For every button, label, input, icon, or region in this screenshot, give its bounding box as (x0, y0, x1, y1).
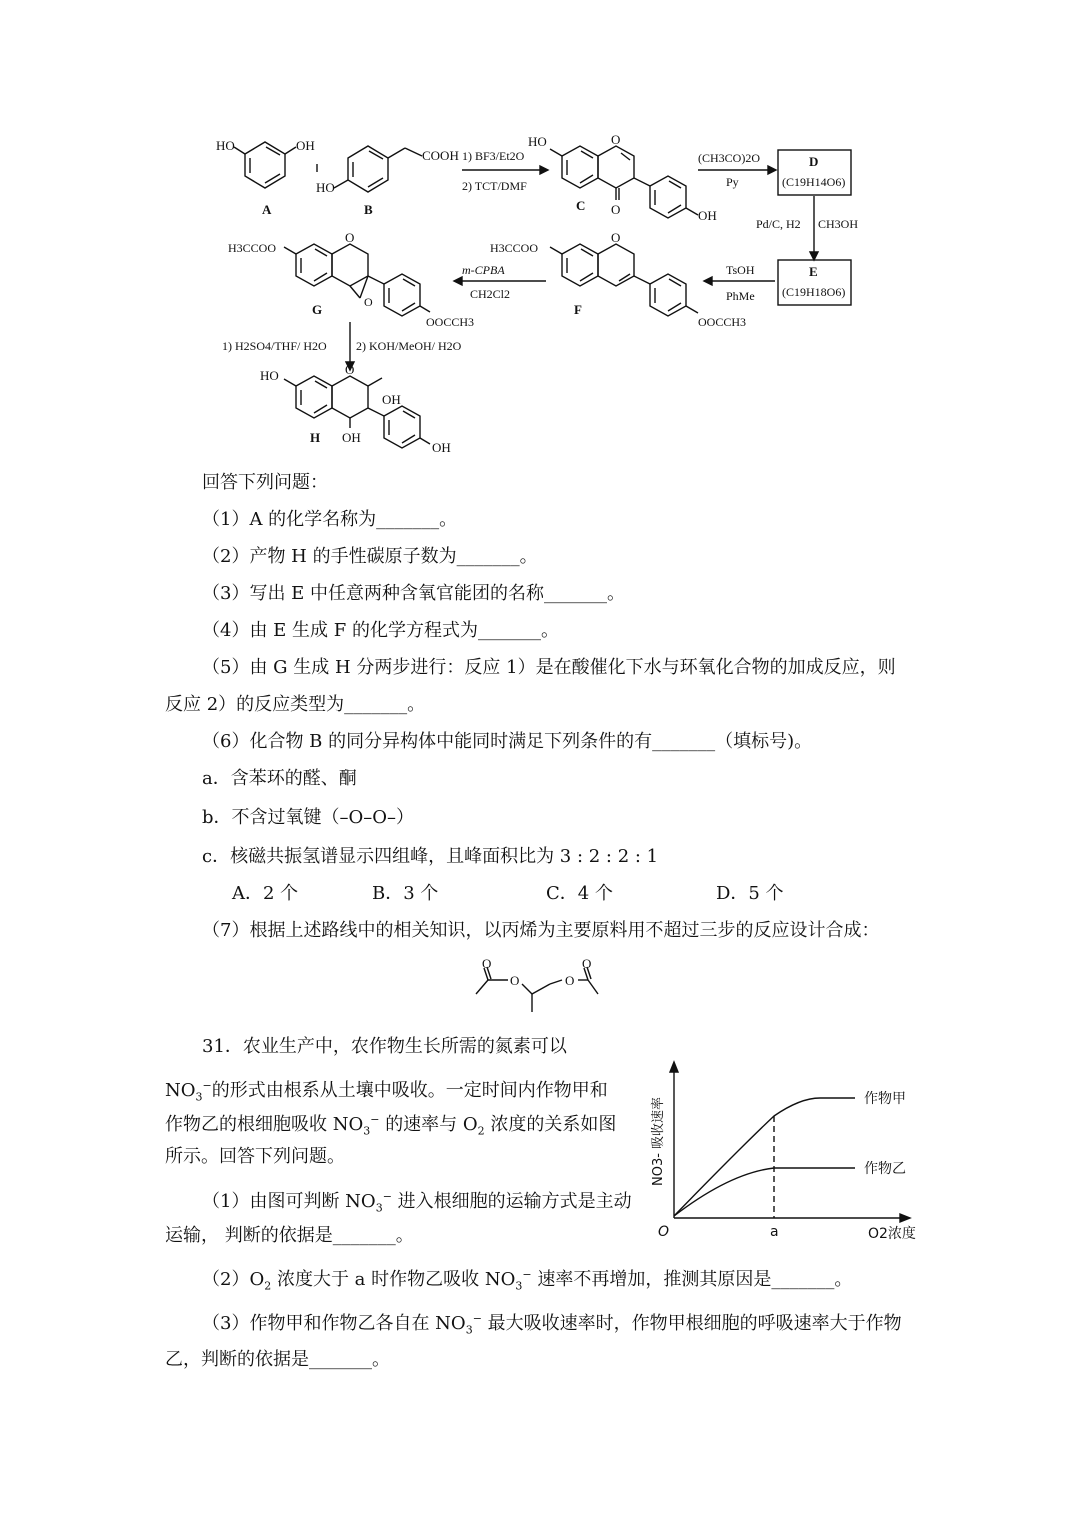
nitrate-ion: $NO_3^-$ (429, 1312, 482, 1337)
series-label-crop-jia: 作物甲 (864, 1091, 906, 1107)
condition-f-g-1: m-CPBA (462, 263, 505, 277)
label-h-ring-o: O (345, 362, 355, 377)
question-6-condition-c: c．核磁共振氢谱显示四组峰，且峰面积比为 3 : 2 : 2 : 1 (202, 846, 659, 867)
nitrate-ion: $NO_3^-$ (327, 1113, 380, 1138)
label-f-ester-2: OOCCH3 (698, 315, 747, 329)
question-3: （3）写出 E 中任意两种含氧官能团的名称_______。 (202, 583, 626, 604)
condition-g-h-2: 2) KOH/MeOH/ H2O (356, 339, 462, 353)
compound-a-ring (245, 142, 285, 188)
target-o-2: O (510, 973, 520, 988)
q31-line-3-c: 浓度的关系如图 (490, 1114, 617, 1135)
label-f-ring-o: O (611, 230, 621, 245)
target-o-1: O (482, 958, 492, 971)
q31-sub-3-line-1 (202, 1306, 902, 1344)
label-c-keto-o: O (611, 202, 621, 217)
q31-sub-1-line-1 (202, 1184, 632, 1222)
compound-h-ring-c (332, 376, 368, 418)
questions-intro: 回答下列问题： (202, 472, 328, 493)
label-c-oh: OH (698, 208, 717, 223)
q31-sub-1-b: 进入根细胞的运输方式是主动 (397, 1191, 632, 1212)
x-marker-label: a (770, 1224, 779, 1240)
q31-sub-2-c: 速率不再增加，推测其原因是_______。 (537, 1269, 853, 1290)
compound-e-formula: (C19H18O6) (782, 285, 846, 299)
question-5-line-2: 反应 2）的反应类型为_______。 (165, 694, 426, 715)
q31-line-4: 所示。回答下列问题。 (165, 1146, 345, 1167)
label-g-ring-o: O (345, 230, 355, 245)
label-g-ester: H3CCOO (228, 241, 277, 255)
condition-c-d-2: Py (726, 175, 739, 189)
question-6-condition-a: a．含苯环的醛、酮 (202, 768, 357, 789)
compound-d-formula: (C19H14O6) (782, 175, 846, 189)
compound-b-label: B (364, 202, 373, 217)
nitrate-ion: $NO_3^-$ (339, 1190, 392, 1215)
q31-line-2 (165, 1073, 608, 1111)
q31-line-2-text: 的形式由根系从土壤中吸收。一定时间内作物甲和 (211, 1080, 608, 1101)
question-6-condition-b: b．不含过氧键（–O–O–） (202, 807, 415, 828)
label-f-ester: H3CCOO (490, 241, 539, 255)
compound-a-label: A (262, 202, 272, 217)
q31-sub-3-b: 最大吸收速率时，作物甲根细胞的呼吸速率大于作物 (487, 1313, 902, 1334)
q31-line-3-a: 作物乙的根细胞吸收 (165, 1114, 327, 1135)
label-a-oh: OH (296, 138, 315, 153)
label-h-oh-1: OH (382, 392, 401, 407)
condition-c-d-1: (CH3CO)2O (698, 151, 760, 165)
condition-d-e-2: CH3OH (818, 217, 859, 231)
label-g-ester-2: OOCCH3 (426, 315, 475, 329)
oxygen: $O_2$ (249, 1269, 272, 1293)
q31-sub-1-line-2: 运输， 判断的依据是_______。 (165, 1225, 414, 1246)
label-c-ho: HO (528, 134, 547, 149)
condition-g-h-1: 1) H2SO4/THF/ H2O (222, 339, 327, 353)
nitrate-ion: $NO_3^-$ (165, 1079, 212, 1104)
label-h-oh-3: OH (432, 440, 451, 455)
condition-e-f-2: PhMe (726, 289, 755, 303)
compound-f-ring-c (598, 244, 634, 286)
x-axis-arrow (900, 1214, 910, 1222)
uptake-rate-chart (640, 1058, 930, 1248)
condition-ab-c-1: 1) BF3/Et2O (462, 149, 525, 163)
target-o-3: O (565, 973, 575, 988)
target-molecule (470, 958, 610, 1028)
origin-label: O (658, 1224, 670, 1240)
y-axis-arrow (670, 1062, 678, 1072)
y-axis-label: NO3- 吸收速率 (651, 1096, 666, 1186)
condition-d-e-1: Pd/C, H2 (756, 217, 801, 231)
compound-b-ring (348, 146, 388, 192)
compound-d-label: D (809, 154, 819, 169)
oxygen: $O_2$ (457, 1114, 485, 1138)
question-6: （6）化合物 B 的同分异构体中能同时满足下列条件的有_______（填标号)。 (202, 731, 813, 752)
compound-c-label: C (576, 198, 586, 213)
condition-f-g-2: CH2Cl2 (470, 287, 511, 301)
option-c: C．4 个 (546, 883, 613, 904)
question-4: （4）由 E 生成 F 的化学方程式为_______。 (202, 620, 559, 641)
q31-line-3 (165, 1107, 616, 1145)
q31-line-3-b: 的速率与 (385, 1114, 458, 1135)
condition-ab-c-2: 2) TCT/DMF (462, 179, 527, 193)
q31-sub-3-line-2: 乙，判断的依据是_______。 (165, 1349, 390, 1370)
condition-e-f-1: TsOH (726, 263, 755, 277)
compound-c-ring-c (598, 146, 634, 188)
label-b-cooh: COOH (422, 148, 459, 163)
q31-sub-2 (202, 1262, 852, 1300)
label-g-epoxide-o: O (364, 295, 373, 309)
synthesis-scheme (200, 128, 900, 458)
question-5-line-1: （5）由 G 生成 H 分两步进行：反应 1）是在酸催化下水与环氧化合物的加成反应，则 (202, 657, 896, 678)
nitrate-ion: $NO_3^-$ (479, 1268, 532, 1293)
label-h-oh-2: OH (342, 430, 361, 445)
compound-g-ring-c (332, 244, 368, 286)
label-h-ho: HO (260, 368, 279, 383)
q31-sub-3-a: （3）作物甲和作物乙各自在 (202, 1313, 430, 1334)
label-c-ring-o: O (611, 132, 621, 147)
label-b-ho: HO (316, 180, 335, 195)
question-7: （7）根据上述路线中的相关知识，以丙烯为主要原料用不超过三步的反应设计合成： (202, 920, 880, 941)
q31-line-1: 31．农业生产中，农作物生长所需的氮素可以 (202, 1036, 567, 1057)
option-b: B．3 个 (372, 883, 439, 904)
series-line-crop-yi (674, 1168, 855, 1216)
series-label-crop-yi: 作物乙 (864, 1161, 906, 1177)
q31-sub-2-b: 浓度大于 a 时作物乙吸收 (276, 1269, 480, 1290)
q31-sub-1-a: （1）由图可判断 (202, 1191, 340, 1212)
question-1: （1）A 的化学名称为_______。 (202, 509, 458, 530)
compound-g-label: G (312, 302, 323, 317)
compound-h-label: H (310, 430, 321, 445)
label-a-ho: HO (216, 138, 235, 153)
compound-e-label: E (809, 264, 818, 279)
option-d: D．5 个 (716, 883, 784, 904)
question-2: （2）产物 H 的手性碳原子数为_______。 (202, 546, 538, 567)
x-axis-label: O2浓度 (868, 1226, 916, 1242)
q31-sub-2-a: （2） (202, 1269, 250, 1290)
option-a: A．2 个 (232, 883, 299, 904)
target-o-4: O (582, 958, 592, 971)
compound-f-label: F (574, 302, 582, 317)
series-line-crop-jia (674, 1098, 855, 1216)
